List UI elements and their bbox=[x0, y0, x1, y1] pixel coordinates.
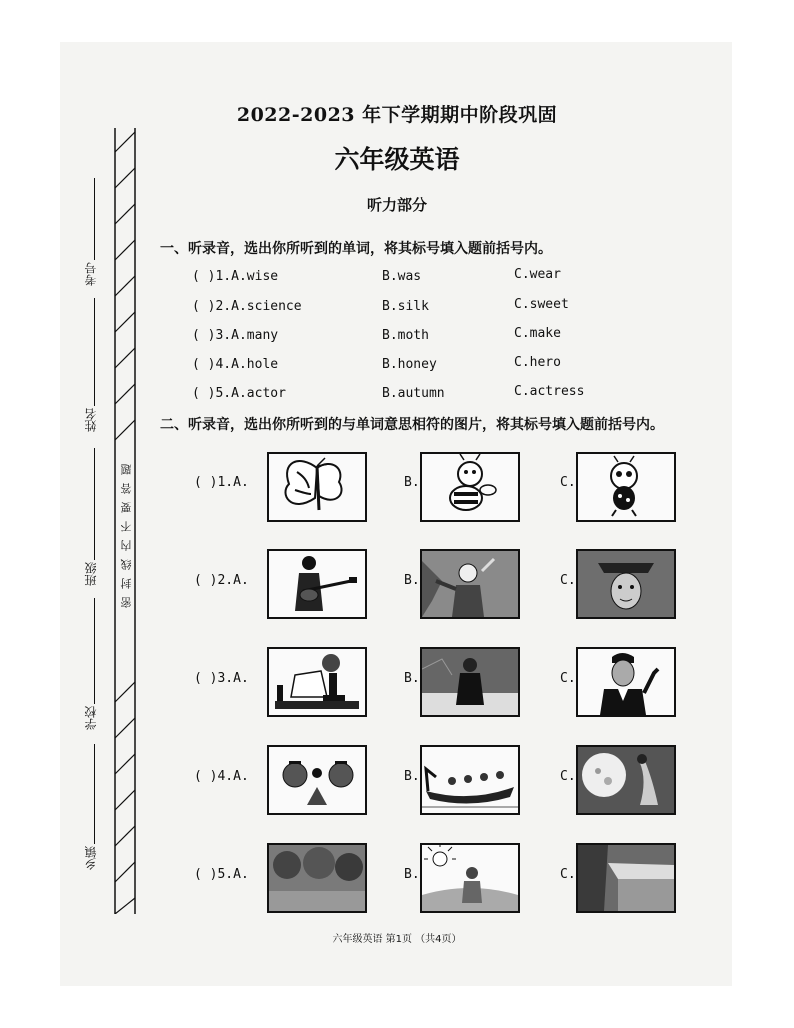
sidebar-blank-line bbox=[94, 448, 95, 560]
question-number: 4.A. bbox=[217, 769, 249, 784]
girl-sun-picture[interactable] bbox=[420, 843, 520, 913]
guitarist-picture[interactable] bbox=[267, 549, 367, 619]
question-number: 1.A. bbox=[217, 475, 249, 490]
question-number: 5.A. bbox=[217, 867, 249, 882]
option-c-label: C. bbox=[560, 573, 576, 588]
part1-row bbox=[192, 386, 286, 401]
answer-parens[interactable]: ( ) bbox=[194, 867, 218, 882]
part2-row-label bbox=[194, 475, 249, 490]
option-c-label: C. bbox=[560, 867, 576, 882]
option-c-label: C. bbox=[560, 475, 576, 490]
ladybug-picture[interactable] bbox=[576, 452, 676, 522]
part1-row bbox=[192, 299, 302, 314]
answer-parens[interactable]: ( ) bbox=[194, 769, 218, 784]
waving-man-picture[interactable] bbox=[420, 549, 520, 619]
question-number: 1. bbox=[215, 269, 232, 284]
sidebar-label-exam-number: 考号 bbox=[84, 262, 98, 286]
question-number: 3. bbox=[215, 328, 232, 343]
option-a: A.many bbox=[231, 328, 279, 343]
option-c: C.hero bbox=[514, 355, 561, 370]
waving-boy-picture[interactable] bbox=[576, 647, 676, 717]
option-c-label: C. bbox=[560, 671, 576, 686]
option-a: A.science bbox=[231, 299, 302, 314]
option-b: B.silk bbox=[382, 299, 429, 314]
autumn-trees-picture[interactable] bbox=[267, 843, 367, 913]
sidebar-blank-line bbox=[94, 598, 95, 704]
option-a: A.hole bbox=[231, 357, 279, 372]
option-b-label: B. bbox=[404, 573, 420, 588]
question-number: 5. bbox=[215, 386, 232, 401]
question-number: 2. bbox=[215, 299, 232, 314]
lanterns-picture[interactable] bbox=[267, 745, 367, 815]
option-c: C.sweet bbox=[514, 297, 569, 312]
part1-heading: 一、听录音，选出你所听到的单词，将其标号填入题前括号内。 bbox=[160, 241, 552, 257]
answer-parens[interactable]: ( ) bbox=[194, 671, 218, 686]
dragon-boat-picture[interactable] bbox=[420, 745, 520, 815]
part2-row-label bbox=[194, 573, 249, 588]
part2-row-label bbox=[194, 769, 249, 784]
sidebar-blank-line bbox=[94, 298, 95, 406]
sidebar-label-township: 乡镇 bbox=[84, 846, 98, 870]
option-b-label: B. bbox=[404, 475, 420, 490]
option-b: B.autumn bbox=[382, 386, 445, 401]
option-b: B.honey bbox=[382, 357, 437, 372]
part1-row bbox=[192, 328, 278, 343]
option-c: C.wear bbox=[514, 267, 561, 282]
exam-title: 2022-2023 年下学期期中阶段巩固 bbox=[236, 104, 558, 126]
part1-row bbox=[192, 357, 278, 372]
answer-parens[interactable]: ( ) bbox=[192, 328, 216, 343]
option-c: C.make bbox=[514, 326, 561, 341]
moon-fairy-picture[interactable] bbox=[576, 745, 676, 815]
answer-parens[interactable]: ( ) bbox=[194, 573, 218, 588]
part2-heading: 二、听录音，选出你所听到的与单词意思相符的图片，将其标号填入题前括号内。 bbox=[160, 417, 664, 433]
seal-line-warning: 密封线内不要答题 bbox=[120, 456, 133, 608]
answer-parens[interactable]: ( ) bbox=[192, 386, 216, 401]
scientist-microscope-picture[interactable] bbox=[267, 647, 367, 717]
soldier-snow-picture[interactable] bbox=[420, 647, 520, 717]
option-c-label: C. bbox=[560, 769, 576, 784]
question-number: 4. bbox=[215, 357, 232, 372]
sidebar-label-name: 姓名 bbox=[84, 408, 98, 432]
sidebar-label-school: 学校 bbox=[84, 706, 98, 730]
princess-picture[interactable] bbox=[576, 549, 676, 619]
answer-parens[interactable]: ( ) bbox=[192, 269, 216, 284]
option-b-label: B. bbox=[404, 671, 420, 686]
butterfly-picture[interactable] bbox=[267, 452, 367, 522]
part1-row bbox=[192, 269, 278, 284]
waterfall-picture[interactable] bbox=[576, 843, 676, 913]
part2-row-label bbox=[194, 671, 249, 686]
part2-row-label bbox=[194, 867, 249, 882]
page-footer: 六年级英语 第1页 （共4页） bbox=[332, 934, 462, 945]
section-title: 听力部分 bbox=[366, 196, 427, 214]
sidebar-label-class: 班级 bbox=[84, 562, 98, 586]
question-number: 3.A. bbox=[217, 671, 249, 686]
sidebar-blank-line bbox=[94, 744, 95, 844]
option-a: A.actor bbox=[231, 386, 286, 401]
option-a: A.wise bbox=[231, 269, 279, 284]
exam-subject: 六年级英语 bbox=[334, 145, 460, 174]
answer-parens[interactable]: ( ) bbox=[192, 357, 216, 372]
option-c: C.actress bbox=[514, 384, 585, 399]
answer-parens[interactable]: ( ) bbox=[192, 299, 216, 314]
answer-parens[interactable]: ( ) bbox=[194, 475, 218, 490]
question-number: 2.A. bbox=[217, 573, 249, 588]
sidebar-blank-line bbox=[94, 178, 95, 260]
option-b: B.moth bbox=[382, 328, 429, 343]
bee-picture[interactable] bbox=[420, 452, 520, 522]
option-b-label: B. bbox=[404, 867, 420, 882]
option-b-label: B. bbox=[404, 769, 420, 784]
option-b: B.was bbox=[382, 269, 422, 284]
